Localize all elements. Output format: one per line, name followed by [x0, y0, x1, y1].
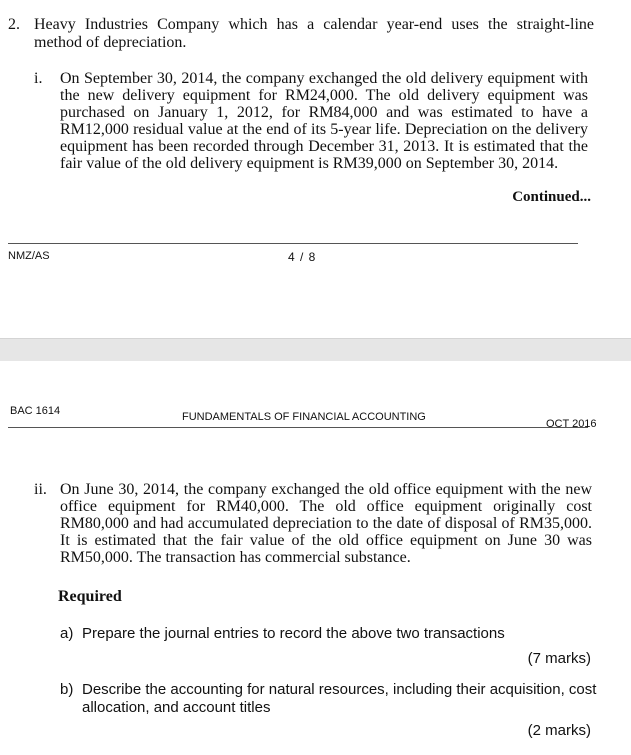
item-b-label: b)	[60, 681, 74, 698]
part-ii-text: On June 30, 2014, the company exchanged the old office equipment with the new office equipment for RM40,000. The old office equipment originally cost RM80,000 and had accumulated depreciation to the date of disposal of RM35,000. It is estimated that the fair value of the old office equipment on June 30 was RM50,000. The transaction has commercial substance.	[60, 481, 592, 566]
exam-page-4	[0, 0, 631, 338]
part-i-label: i.	[34, 70, 43, 87]
question-intro: Heavy Industries Company which has a calendar year-end uses the straight-line method of depreciation.	[34, 16, 594, 51]
footer-initials: NMZ/AS	[8, 250, 50, 262]
required-heading: Required	[58, 588, 122, 605]
part-i-text: On September 30, 2014, the company exchanged the old delivery equipment with the new delivery equipment for RM24,000. The old delivery equipment was purchased on January 1, 2012, for RM84,000 and was estimated to have a RM12,000 residual value at the end of its 5-year life. Depreciation on the delivery equipment has been recorded through December 31, 2013. It is estimated that the fair value of the old delivery equipment is RM39,000 on September 30, 2014.	[60, 70, 588, 172]
continued-note: Continued...	[512, 189, 591, 205]
header-rule	[8, 427, 588, 428]
exam-page-5	[0, 361, 631, 755]
page-gap	[0, 338, 631, 362]
course-title: FUNDAMENTALS OF FINANCIAL ACCOUNTING	[182, 411, 426, 423]
item-a-marks: (7 marks)	[527, 650, 591, 667]
item-b-marks: (2 marks)	[527, 722, 591, 739]
footer-rule	[8, 243, 578, 244]
course-code: BAC 1614	[10, 405, 61, 417]
question-number: 2.	[8, 16, 20, 33]
item-b-text: Describe the accounting for natural resources, including their acquisition, cost allocation, and account titles	[82, 681, 597, 716]
exam-date: OCT 2016	[546, 418, 597, 430]
part-ii-label: ii.	[34, 481, 47, 498]
item-a-label: a)	[60, 625, 74, 642]
page-number: 4 / 8	[288, 250, 317, 264]
item-a-text: Prepare the journal entries to record the above two transactions	[82, 625, 505, 642]
